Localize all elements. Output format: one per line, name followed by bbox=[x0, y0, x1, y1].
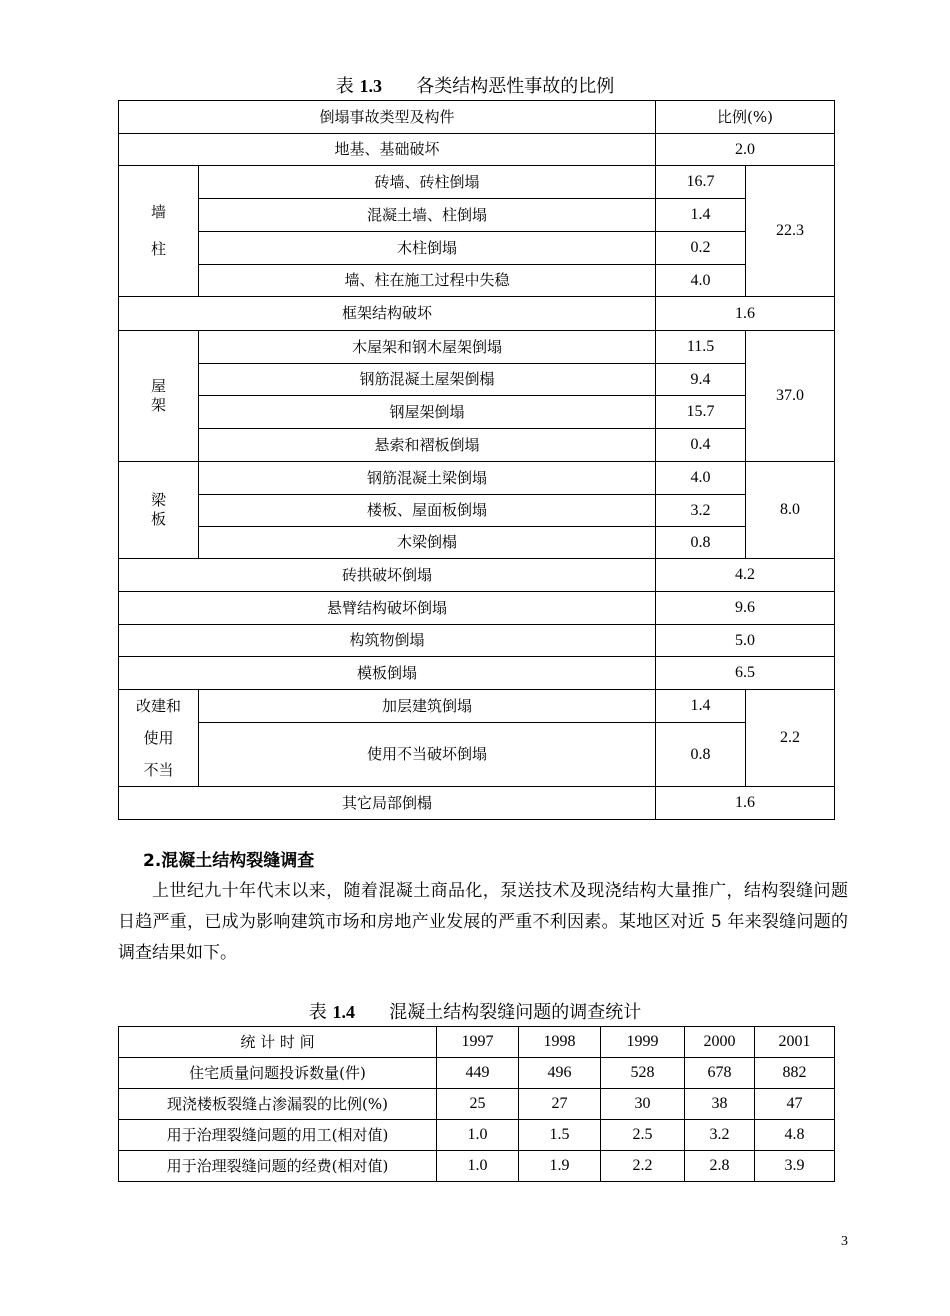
year-header: 2000 bbox=[685, 1027, 755, 1058]
row-value: 1.6 bbox=[656, 297, 835, 331]
row-label: 地基、基础破坏 bbox=[119, 134, 656, 166]
caption-prefix: 表 bbox=[308, 1002, 327, 1023]
section-paragraph: 上世纪九十年代末以来，随着混凝土商品化，泵送技术及现浇结构大量推广，结构裂缝问题日趋严重，已成为影响建筑市场和房地产业发展的严重不利因素。某地区对近 5 年来裂缝问题的调查结果如下。 bbox=[118, 881, 848, 963]
row-label: 构筑物倒塌 bbox=[119, 625, 656, 657]
table-1-4 bbox=[118, 1026, 835, 1182]
row-value: 0.4 bbox=[656, 429, 746, 462]
table-header-row bbox=[119, 101, 835, 134]
table-row bbox=[119, 364, 835, 396]
group-total: 2.2 bbox=[746, 690, 835, 787]
table-row bbox=[119, 166, 835, 199]
row-value: 15.7 bbox=[656, 396, 746, 429]
table-row bbox=[119, 134, 835, 166]
table-row bbox=[119, 657, 835, 690]
row-label: 加层建筑倒塌 bbox=[199, 690, 656, 723]
row-label: 砖拱破坏倒塌 bbox=[119, 559, 656, 592]
caption-number: 1.3 bbox=[359, 76, 382, 96]
group-total: 8.0 bbox=[746, 462, 835, 559]
row-value: 9.4 bbox=[656, 364, 746, 396]
table-row bbox=[119, 1151, 835, 1182]
table-row bbox=[119, 297, 835, 331]
cell-value: 2.5 bbox=[601, 1120, 685, 1151]
row-value: 4.0 bbox=[656, 265, 746, 297]
header-label: 统 计 时 间 bbox=[119, 1027, 437, 1058]
group-total: 37.0 bbox=[746, 331, 835, 462]
row-value: 5.0 bbox=[656, 625, 835, 657]
row-value: 16.7 bbox=[656, 166, 746, 199]
table-row bbox=[119, 429, 835, 462]
group-label-beam-slab: 梁 板 bbox=[119, 462, 199, 559]
row-label: 使用不当破坏倒塌 bbox=[199, 723, 656, 787]
row-label: 钢筋混凝土屋架倒榻 bbox=[199, 364, 656, 396]
row-label: 木屋架和钢木屋架倒塌 bbox=[199, 331, 656, 364]
row-label: 用于治理裂缝问题的用工(相对值) bbox=[119, 1120, 437, 1151]
row-value: 1.4 bbox=[656, 199, 746, 232]
table-row bbox=[119, 723, 835, 787]
cell-value: 1.5 bbox=[519, 1120, 601, 1151]
group-label-wall-column: 墙 柱 bbox=[119, 166, 199, 297]
row-label: 悬臂结构破坏倒塌 bbox=[119, 592, 656, 625]
cell-value: 27 bbox=[519, 1089, 601, 1120]
cell-value: 2.2 bbox=[601, 1151, 685, 1182]
row-value: 0.8 bbox=[656, 527, 746, 559]
cell-value: 47 bbox=[755, 1089, 835, 1120]
row-value: 1.4 bbox=[656, 690, 746, 723]
row-label: 模板倒塌 bbox=[119, 657, 656, 690]
cell-value: 1.9 bbox=[519, 1151, 601, 1182]
cell-value: 528 bbox=[601, 1058, 685, 1089]
caption-title: 混凝土结构裂缝问题的调查统计 bbox=[389, 1002, 642, 1023]
table-1-4-caption bbox=[0, 998, 950, 1024]
row-label: 墙、柱在施工过程中失稳 bbox=[199, 265, 656, 297]
row-label: 砖墙、砖柱倒塌 bbox=[199, 166, 656, 199]
table-row bbox=[119, 1120, 835, 1151]
cell-value: 30 bbox=[601, 1089, 685, 1120]
table-row bbox=[119, 690, 835, 723]
year-header: 2001 bbox=[755, 1027, 835, 1058]
table-row bbox=[119, 1058, 835, 1089]
cell-value: 1.0 bbox=[437, 1151, 519, 1182]
row-value: 0.2 bbox=[656, 232, 746, 265]
cell-value: 2.8 bbox=[685, 1151, 755, 1182]
header-ratio: 比例(%) bbox=[656, 101, 835, 134]
row-label: 住宅质量问题投诉数量(件) bbox=[119, 1058, 437, 1089]
row-label: 框架结构破坏 bbox=[119, 297, 656, 331]
row-label: 用于治理裂缝问题的经费(相对值) bbox=[119, 1151, 437, 1182]
row-label: 钢筋混凝土梁倒塌 bbox=[199, 462, 656, 495]
cell-value: 882 bbox=[755, 1058, 835, 1089]
row-value: 4.0 bbox=[656, 462, 746, 495]
table-1-3-caption bbox=[0, 72, 950, 98]
year-header: 1997 bbox=[437, 1027, 519, 1058]
row-label: 悬索和褶板倒塌 bbox=[199, 429, 656, 462]
table-row bbox=[119, 495, 835, 527]
table-row bbox=[119, 625, 835, 657]
row-value: 6.5 bbox=[656, 657, 835, 690]
table-row bbox=[119, 592, 835, 625]
row-value: 0.8 bbox=[656, 723, 746, 787]
section-heading: 2.混凝土结构裂缝调查 bbox=[143, 851, 315, 871]
cell-value: 25 bbox=[437, 1089, 519, 1120]
row-label: 钢屋架倒塌 bbox=[199, 396, 656, 429]
table-row bbox=[119, 527, 835, 559]
caption-number: 1.4 bbox=[332, 1002, 355, 1022]
table-row bbox=[119, 199, 835, 232]
table-row bbox=[119, 462, 835, 495]
table-row bbox=[119, 1089, 835, 1120]
table-header-row bbox=[119, 1027, 835, 1058]
table-row bbox=[119, 787, 835, 820]
table-row bbox=[119, 232, 835, 265]
group-total: 22.3 bbox=[746, 166, 835, 297]
year-header: 1998 bbox=[519, 1027, 601, 1058]
header-type: 倒塌事故类型及构件 bbox=[119, 101, 656, 134]
group-label-renovation: 改建和 使用 不当 bbox=[119, 690, 199, 787]
cell-value: 4.8 bbox=[755, 1120, 835, 1151]
cell-value: 3.2 bbox=[685, 1120, 755, 1151]
cell-value: 678 bbox=[685, 1058, 755, 1089]
cell-value: 449 bbox=[437, 1058, 519, 1089]
table-row bbox=[119, 265, 835, 297]
page-number: 3 bbox=[841, 1234, 848, 1249]
table-row bbox=[119, 396, 835, 429]
table-row bbox=[119, 559, 835, 592]
row-value: 11.5 bbox=[656, 331, 746, 364]
group-label-roof-truss: 屋 架 bbox=[119, 331, 199, 462]
row-value: 9.6 bbox=[656, 592, 835, 625]
row-label: 楼板、屋面板倒塌 bbox=[199, 495, 656, 527]
table-1-3 bbox=[118, 100, 835, 820]
row-value: 4.2 bbox=[656, 559, 835, 592]
cell-value: 1.0 bbox=[437, 1120, 519, 1151]
caption-prefix: 表 bbox=[335, 76, 354, 97]
cell-value: 38 bbox=[685, 1089, 755, 1120]
row-value: 3.2 bbox=[656, 495, 746, 527]
caption-title: 各类结构恶性事故的比例 bbox=[416, 76, 615, 97]
cell-value: 496 bbox=[519, 1058, 601, 1089]
row-value: 2.0 bbox=[656, 134, 835, 166]
row-label: 现浇楼板裂缝占渗漏裂的比例(%) bbox=[119, 1089, 437, 1120]
row-value: 1.6 bbox=[656, 787, 835, 820]
row-label: 其它局部倒榻 bbox=[119, 787, 656, 820]
cell-value: 3.9 bbox=[755, 1151, 835, 1182]
year-header: 1999 bbox=[601, 1027, 685, 1058]
table-row bbox=[119, 331, 835, 364]
row-label: 混凝土墙、柱倒塌 bbox=[199, 199, 656, 232]
row-label: 木梁倒榻 bbox=[199, 527, 656, 559]
row-label: 木柱倒塌 bbox=[199, 232, 656, 265]
